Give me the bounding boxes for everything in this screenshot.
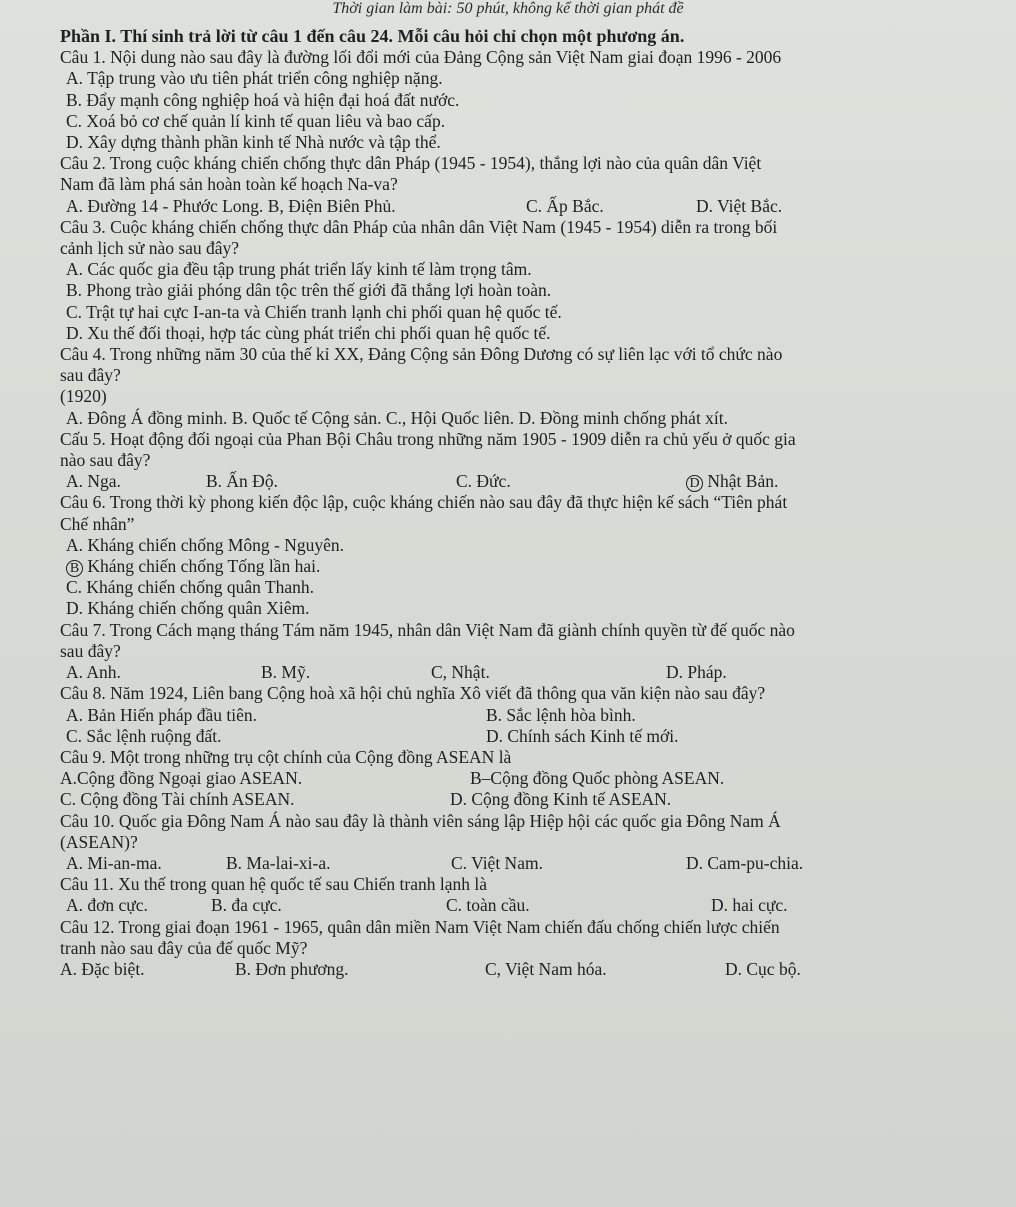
question-6 [60,492,960,619]
question-text: Câu 6. Trong thời kỳ phong kiến độc lập, cuộc kháng chiến nào sau đây đã thực hiện kế sách “Tiên phát [60,492,788,513]
option-d: D Nhật Bản. [686,471,778,492]
question-1 [60,47,960,153]
option-a: A. Anh. [66,662,121,683]
question-text: Câu 3. Cuộc kháng chiến chống thực dân Pháp của nhân dân Việt Nam (1945 - 1954) diễn ra trong bối [60,216,778,237]
options-row [60,853,960,874]
option-c: C. Kháng chiến chống quân Thanh. [66,577,315,598]
option-d: D. Cục bộ. [725,958,801,979]
option-c: C. Xoá bỏ cơ chế quản lí kinh tế quan liêu và bao cấp. [66,110,446,131]
options-row [60,662,960,683]
question-text-cont: tranh nào sau đây của đế quốc Mỹ? [60,937,308,958]
question-11 [60,874,960,916]
question-text: Câu 2. Trong cuộc kháng chiến chống thực dân Pháp (1945 - 1954), thắng lợi nào của quân dân Việt [60,153,762,174]
circled-answer-mark: B [66,560,83,577]
option-d: D. Cam-pu-chia. [686,852,804,873]
option-b: B. Phong trào giải phóng dân tộc trên thế giới đã thắng lợi hoàn toàn. [66,280,552,301]
option-a: A. Bản Hiến pháp đầu tiên. [66,704,257,725]
option-c: C, Việt Nam hóa. [485,958,607,979]
question-3 [60,217,960,344]
option-d: D. Chính sách Kinh tế mới. [486,725,679,746]
question-text-cont: sau đây? [60,640,121,661]
option-b: B. Đẩy mạnh công nghiệp hoá và hiện đại hoá đất nước. [66,89,460,110]
option-a: A. Mi-an-ma. [66,852,162,873]
option-d: D. hai cực. [711,895,788,916]
question-text-cont: sau đây? [60,365,121,386]
option-a: A. Nga. [66,471,121,492]
question-text: Câu 12. Trong giai đoạn 1961 - 1965, quân dân miền Nam Việt Nam chiến đấu chống chiến lược chiến [60,916,780,937]
options-row [60,895,960,916]
option-c: C. Sắc lệnh ruộng đất. [66,725,222,746]
option-a: A. Các quốc gia đều tập trung phát triển lấy kinh tế làm trọng tâm. [66,259,532,280]
option-c: C. Trật tự hai cực I-an-ta và Chiến tranh lạnh chi phối quan hệ quốc tế. [66,301,562,322]
option-d: D. Cộng đồng Kinh tế ASEAN. [450,789,672,810]
option-c: C. Đức. [456,471,511,492]
option-a: A. Đặc biệt. [60,958,145,979]
handwritten-note: (1920) [60,386,107,407]
question-text-cont: Nam đã làm phá sản hoàn toàn kế hoạch Na-va? [60,174,398,195]
options-row [60,705,960,726]
question-text: Cấu 5. Hoạt động đối ngoại của Phan Bội Châu trong những năm 1905 - 1909 diễn ra chủ yếu ở quốc gia [60,428,796,449]
question-text: Câu 7. Trong Cách mạng tháng Tám năm 1945, nhân dân Việt Nam đã giành chính quyền từ đế quốc nào [60,619,795,640]
option-a: A.Cộng đồng Ngoại giao ASEAN. [60,768,303,789]
question-text: Câu 9. Một trong những trụ cột chính của Cộng đồng ASEAN là [60,746,512,767]
question-8 [60,683,960,747]
option-a: A. đơn cực. [66,895,148,916]
question-5 [60,429,960,493]
option-b: B. Ấn Độ. [206,471,278,492]
option-b: B. Sắc lệnh hòa bình. [486,704,636,725]
part-title: Phần I. Thí sinh trả lời từ câu 1 đến câu 24. Mỗi câu hỏi chỉ chọn một phương án. [60,26,685,46]
option-c: C. Ấp Bắc. [526,195,604,216]
question-7 [60,620,960,684]
question-text: Câu 11. Xu thế trong quan hệ quốc tế sau Chiến tranh lạnh là [60,874,488,895]
question-text-cont: cảnh lịch sử nào sau đây? [60,238,240,259]
option-b: B. đa cực. [211,895,282,916]
options-row [60,959,960,980]
option-b: B Kháng chiến chống Tống lần hai. [60,556,960,577]
option-ab: A. Đường 14 - Phước Long. B, Điện Biên Phủ. [66,195,396,216]
option-a: A. Tập trung vào ưu tiên phát triển công nghiệp nặng. [66,68,443,89]
question-4 [60,344,960,429]
options-row [60,789,960,810]
options-row [60,726,960,747]
question-9 [60,747,960,811]
options-row [60,196,960,217]
question-text: Câu 8. Năm 1924, Liên bang Cộng hoà xã hội chủ nghĩa Xô viết đã thông qua văn kiện nào sau đây? [60,683,766,704]
option-b: B. Đơn phương. [235,958,349,979]
option-d: D. Việt Bắc. [696,195,783,216]
options-row [60,768,960,789]
option-d: D. Kháng chiến chống quân Xiêm. [66,598,310,619]
question-text: Câu 10. Quốc gia Đông Nam Á nào sau đây là thành viên sáng lập Hiệp hội các quốc gia Đông Nam Á [60,810,781,831]
options-line: A. Đông Á đồng minh. B. Quốc tế Cộng sản. C., Hội Quốc liên. D. Đồng minh chống phát xít. [66,407,729,428]
option-a: A. Kháng chiến chống Mông - Nguyên. [66,534,345,555]
option-c: C. toàn cầu. [446,895,530,916]
option-b: B–Cộng đồng Quốc phòng ASEAN. [470,768,725,789]
circled-answer-mark: D [686,475,703,492]
question-2 [60,153,960,217]
option-c: C. Cộng đồng Tài chính ASEAN. [60,789,295,810]
question-12 [60,917,960,981]
options-row [60,471,960,492]
option-b: B. Mỹ. [261,662,311,683]
option-d: D. Xu thế đối thoại, hợp tác cùng phát triển chi phối quan hệ quốc tế. [66,322,551,343]
question-text-cont: (ASEAN)? [60,831,138,852]
exam-header: Thời gian làm bài: 50 phút, không kể thời gian phát đề [332,0,684,17]
option-d: D. Pháp. [666,662,727,683]
question-text-cont: nào sau đây? [60,450,151,471]
option-b: B. Ma-lai-xi-a. [226,852,331,873]
question-text: Câu 4. Trong những năm 30 của thế kỉ XX, Đảng Cộng sản Đông Dương có sự liên lạc với tổ chức nào [60,344,783,365]
question-10 [60,811,960,875]
question-text-cont: Chế nhân” [60,513,135,534]
exam-content [60,26,960,980]
question-text: Câu 1. Nội dung nào sau đây là đường lối đổi mới của Đảng Cộng sản Việt Nam giai đoạn 1996 - 2006 [60,47,782,68]
option-c: C, Nhật. [431,662,490,683]
option-c: C. Việt Nam. [451,852,543,873]
option-d: D. Xây dựng thành phần kinh tế Nhà nước và tập thể. [66,132,441,153]
